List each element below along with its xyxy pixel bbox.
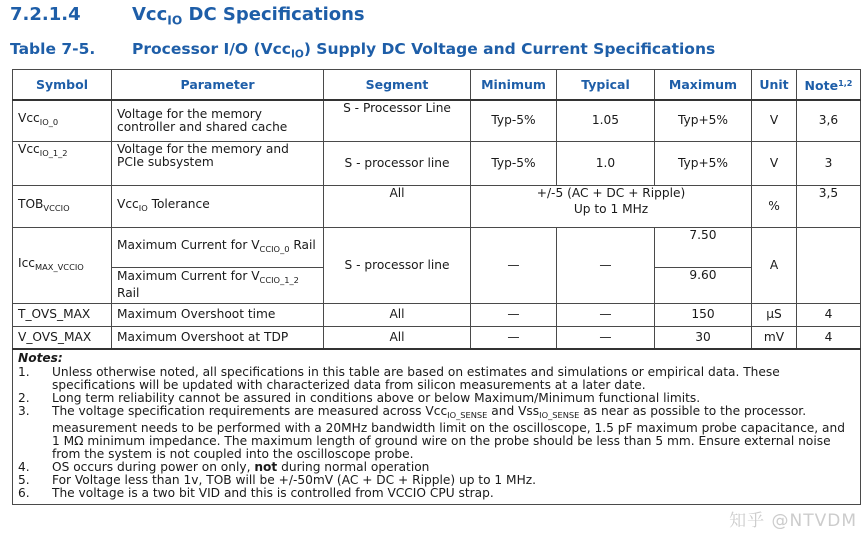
table-number: Table 7-5. (10, 40, 96, 58)
table-title (10, 40, 715, 61)
header-row (13, 70, 861, 101)
unit-cell: A (752, 227, 797, 303)
notes-row (13, 349, 861, 504)
note-cell: 3,5 (797, 185, 861, 227)
note-item: 3. The voltage specification requirements are measured across Vcc$_{IO\_SENSE}$ and Vss$_{IO\_SENSE}$ as near as possible to the processor. measurement needs to be performed with a 20MHz bandwidth limit on the oscilloscope, 1.5 pF maximum probe capacitance, and 1 MΩ minimum impedance. The maximum length of ground wire on the probe should be less than 5 mm. Ensure external noise from the system is not coupled into the oscilloscope probe. (18, 404, 845, 461)
symbol-cell: Vcc$_{IO\_1\_2}$ (13, 141, 112, 185)
parameter-cell: Maximum Overshoot time (112, 303, 324, 326)
max-cell: Typ+5% (655, 141, 752, 185)
max-cell: 30 (655, 326, 752, 349)
section-number: 7.2.1.4 (10, 4, 81, 25)
note-item: 4. OS occurs during power on only, not during normal operation (18, 459, 430, 474)
notes-cell (13, 349, 861, 504)
table-row (13, 326, 861, 349)
min-cell: Typ-5% (471, 141, 557, 185)
tolerance-line-1: +/-5 (AC + DC + Ripple) (536, 185, 686, 200)
symbol-cell: T_OVS_MAX (13, 303, 112, 326)
typ-cell: 1.05 (557, 100, 655, 141)
max-cell: 9.60 (655, 267, 752, 303)
note-item: 1. Unless otherwise noted, all specifications in this table are based on estimates and simulations or empirical data. These specifications will be updated with characterized data from silicon measurements at a later date. (18, 365, 780, 392)
max-cell: Typ+5% (655, 100, 752, 141)
segment-cell: All (324, 303, 471, 326)
symbol-cell: Vcc$_{IO\_0}$ (13, 100, 112, 141)
parameter-cell: Maximum Current for $V_{CCIO\_0}$ Rail (112, 227, 324, 267)
note-cell: 4 (797, 303, 861, 326)
parameter-cell: Vcc$_{IO}$ Tolerance (112, 185, 324, 227)
min-cell: — (471, 303, 557, 326)
unit-cell: % (752, 185, 797, 227)
max-cell: 150 (655, 303, 752, 326)
table-row (13, 227, 861, 267)
typ-cell: — (557, 227, 655, 303)
min-cell: Typ-5% (471, 100, 557, 141)
unit-cell: µS (752, 303, 797, 326)
header-maximum: Maximum (655, 70, 752, 101)
section-title: Vcc$_{IO}$ DC Specifications (132, 4, 365, 28)
header-typical: Typical (557, 70, 655, 101)
watermark: 知乎 @NTVDM (729, 511, 857, 531)
max-cell: 7.50 (655, 227, 752, 267)
note-cell: 4 (797, 326, 861, 349)
unit-cell: V (752, 100, 797, 141)
typ-cell: — (557, 326, 655, 349)
parameter-cell: Voltage for the memory controller and shared cache (112, 100, 324, 141)
typ-cell: — (557, 303, 655, 326)
notes-title: Notes: (18, 351, 63, 365)
note-item: 6. The voltage is a two bit VID and this is controlled from VCCIO CPU strap. (18, 485, 494, 500)
table-row (13, 141, 861, 185)
segment-cell: All (324, 326, 471, 349)
unit-cell: V (752, 141, 797, 185)
note-item: 2. Long term reliability cannot be assured in conditions above or below Maximum/Minimum functional limits. (18, 391, 701, 405)
note-cell: 3,6 (797, 100, 861, 141)
header-segment: Segment (324, 70, 471, 101)
min-cell: — (471, 227, 557, 303)
header-symbol: Symbol (13, 70, 112, 101)
table-caption: Processor I/O (Vcc$_{IO}$) Supply DC Voltage and Current Specifications (132, 40, 716, 61)
symbol-cell: V_OVS_MAX (13, 326, 112, 349)
tolerance-span-cell (471, 185, 752, 227)
header-minimum: Minimum (471, 70, 557, 101)
spec-table (12, 69, 861, 505)
segment-cell: S - processor line (324, 227, 471, 303)
segment-cell: All (324, 185, 471, 227)
segment-cell: S - Processor Line (324, 100, 471, 141)
parameter-cell: Maximum Overshoot at TDP (112, 326, 324, 349)
header-note: Note$^{1,2}$ (797, 70, 861, 101)
table-row (13, 185, 861, 227)
min-cell: — (471, 326, 557, 349)
symbol-cell: $TOB_{VCCIO}$ (13, 185, 112, 227)
tolerance-line-2: Up to 1 MHz (573, 201, 649, 216)
parameter-cell: Voltage for the memory and PCIe subsystem (112, 141, 324, 185)
note-cell: 3 (797, 141, 861, 185)
typ-cell: 1.0 (557, 141, 655, 185)
section-heading (10, 4, 365, 27)
unit-cell: mV (752, 326, 797, 349)
note-cell (797, 227, 861, 303)
table-row (13, 303, 861, 326)
header-parameter: Parameter (112, 70, 324, 101)
symbol-cell: Icc$_{MAX\_VCCIO}$ (13, 227, 112, 303)
note-item: 5. For Voltage less than 1v, TOB will be +/-50mV (AC + DC + Ripple) up to 1 MHz. (18, 472, 536, 487)
segment-cell: S - processor line (324, 141, 471, 185)
table-row (13, 100, 861, 141)
parameter-cell: Maximum Current for $V_{CCIO\_1\_2}$ Rail (112, 267, 324, 303)
header-unit: Unit (752, 70, 797, 101)
